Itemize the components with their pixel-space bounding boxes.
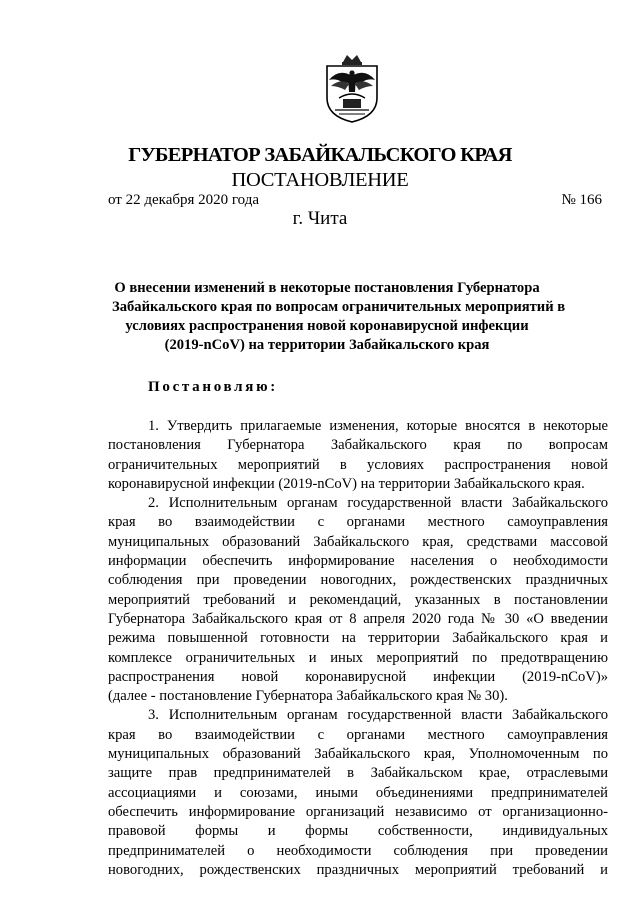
body-line: ассоциациями и союзами, иными объединениями предпринимателей <box>108 784 608 801</box>
body-line: края во взаимодействии с органами местного самоуправления <box>108 726 608 743</box>
body-line: 2. Исполнительным органам государственной власти Забайкальского <box>148 495 608 512</box>
body-line: информации обеспечить информирование населения о необходимости <box>108 553 608 570</box>
decree-heading: Постановляю: <box>148 379 278 395</box>
body-line: коронавирусной инфекции (2019-nCoV) на территории Забайкальского края. <box>108 475 585 492</box>
body-line: соблюдения при проведении новогодних, рождественских праздничных <box>108 572 608 589</box>
document-date: от 22 декабря 2020 года <box>108 192 260 208</box>
body-line: 3. Исполнительным органам государственной власти Забайкальского <box>148 707 608 724</box>
issuing-authority: ГУБЕРНАТОР ЗАБАЙКАЛЬСКОГО КРАЯ <box>128 144 512 166</box>
paragraph-2 <box>108 494 608 706</box>
title-line: условиях распространения новой коронавирусной инфекции <box>125 318 529 334</box>
body-line: правовой формы и формы собственности, индивидуальных <box>108 823 608 840</box>
paragraph-3 <box>108 706 608 880</box>
body-line: комплексе ограничительных и иных мероприятий по предотвращению <box>108 649 608 666</box>
body-line: режима повышенной готовности на территории Забайкальского края и <box>108 630 608 647</box>
document-body <box>108 417 608 880</box>
document-title <box>112 279 566 355</box>
paragraph-1 <box>108 417 608 494</box>
body-line: муниципальных образований Забайкальского края, средствами массовой <box>108 533 608 550</box>
title-line: О внесении изменений в некоторые постановления Губернатора <box>114 280 540 296</box>
issue-city: г. Чита <box>292 208 348 229</box>
coat-of-arms-emblem <box>321 52 383 124</box>
body-line: Губернатора Забайкальского края от 8 апреля 2020 года № 30 «О введении <box>108 610 608 627</box>
title-line: (2019-nCoV) на территории Забайкальского края <box>164 337 490 353</box>
body-line: обеспечить информирование организаций независимо от организационно- <box>108 803 608 820</box>
title-line: Забайкальского края по вопросам ограничительных мероприятий в <box>112 299 566 315</box>
body-line: постановления Губернатора Забайкальского края по вопросам <box>108 437 608 454</box>
body-line: ограничительных мероприятий в условиях распространения новой <box>108 456 608 473</box>
body-line: защите прав предпринимателей в Забайкальском крае, отраслевыми <box>108 765 608 782</box>
body-line: 1. Утвердить прилагаемые изменения, которые вносятся в некоторые <box>148 418 608 434</box>
body-line: мероприятий требований и рекомендаций, указанных в постановлении <box>108 591 608 608</box>
body-line: распространения новой коронавирусной инфекции (2019-nCoV)» <box>108 668 608 685</box>
document-number: № 166 <box>561 192 602 208</box>
document-type: ПОСТАНОВЛЕНИЕ <box>231 169 409 191</box>
body-line: муниципальных образований Забайкальского края, Уполномоченным по <box>108 746 608 763</box>
body-line: предпринимателей о необходимости соблюдения при проведении <box>108 842 608 859</box>
body-line: края во взаимодействии с органами местного самоуправления <box>108 514 608 531</box>
body-line: новогодних, рождественских праздничных мероприятий требований и <box>108 861 608 878</box>
body-line: (далее - постановление Губернатора Забайкальского края № 30). <box>108 688 508 705</box>
